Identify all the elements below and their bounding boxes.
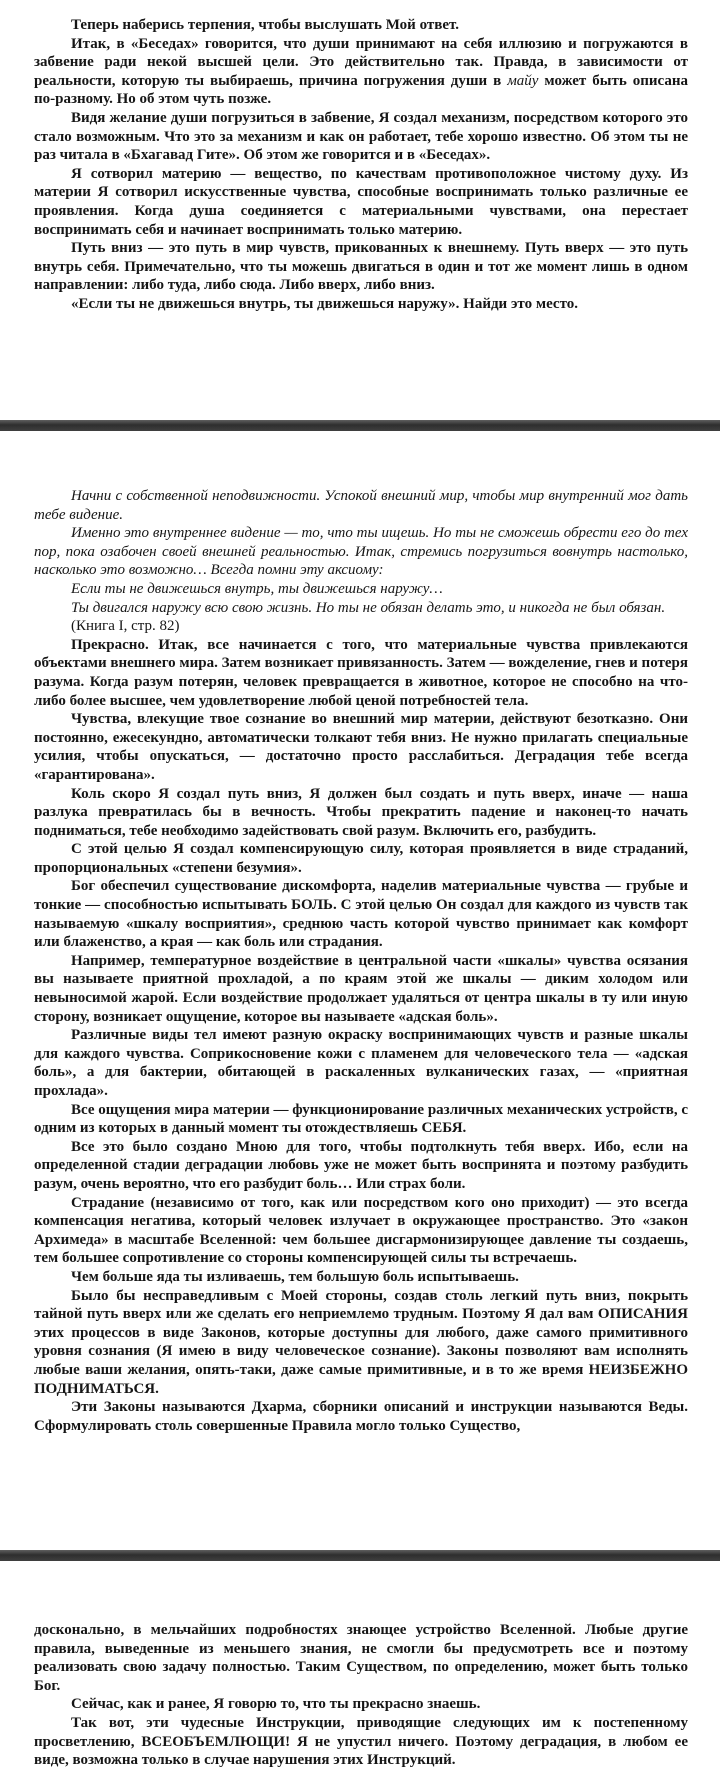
paragraph: С этой целью Я создал компенсирующую силу, которая проявляется в виде страданий, пропорциональных «степени безумия». [34, 841, 688, 876]
page-separator [0, 1550, 720, 1561]
paragraph: Бог обеспечил существование дискомфорта, наделив материальные чувства — грубые и тонкие — способностью испытывать БОЛЬ. С этой целью Он создал для каждого из чувств так называемую «шкалу восприятия», среднюю часть которой чувство принимает как комфорт или блаженство, а края — как боль или страдания. [34, 878, 688, 951]
paragraph: Прекрасно. Итак, все начинается с того, что материальные чувства привлекаются объектами внешнего мира. Затем возникает привязанность. Затем — вожделение, гнев и потеря разума. Когда разум потерян, человек превращается в животное, которое не способно на что-либо более высшее, чем удовлетворение любой ценой потребностей тела. [34, 636, 688, 709]
paragraph: Эти Законы называются Дхарма, сборники описаний и инструкции называются Веды. Сформулировать столь совершенные Правила могло только Существо, [34, 1399, 688, 1434]
paragraph: Путь вниз — это путь в мир чувств, прикованных к внешнему. Путь вверх — это путь внутрь себя. Примечательно, что ты можешь двигаться в один и тот же момент лишь в одном направлении: либо туда, либо сюда. Либо вверх, либо вниз. [34, 240, 688, 294]
paragraph [34, 35, 688, 109]
page-separator [0, 420, 720, 431]
paragraph: Видя желание души погрузиться в забвение, Я создал механизм, посредством которого это стало возможным. Что это за механизм и как он работает, тебе хорошо известно. Об этом ты не раз читала в «Бхагавад Гите». Об этом же говорится и в «Беседах». [34, 109, 688, 164]
quote-paragraph: Именно это внутреннее видение — то, что ты ищешь. Но ты не сможешь обрести его до тех пор, пока озабочен своей внешней реальностью. Итак, стремись погрузиться вовнутрь настолько, насколько это возможно… Всегда помни эту аксиому: [34, 525, 688, 579]
paragraph: Так вот, эти чудесные Инструкции, приводящие следующих им к постепенному просветлению, ВСЕОБЪЕМЛЮЩИ! Я не упустил ничего. Поэтому деградация, в любом ее виде, возможна только в случае нарушения этих Инструкций. [34, 1714, 688, 1769]
citation: (Книга I, стр. 82) [71, 618, 180, 635]
paragraph: Было бы несправедливым с Моей стороны, создав столь легкий путь вниз, покрыть тайной путь вверх или же сделать его неприемлемо трудным. Поэтому Я дал вам ОПИСАНИЯ этих процессов в виде Законов, которые доступны для любого, даже самого примитивного уровня сознания (Я имею в виду человеческое сознание). Законы позволяют вам исполнять любые ваши желания, опять-таки, даже самые примитивные, и в то же время НЕИЗБЕЖНО ПОДНИМАТЬСЯ. [34, 1287, 688, 1397]
paragraph: Все ощущения мира материи — функционирование различных механических устройств, с одним из которых в данный момент ты отождествляешь СЕБЯ. [34, 1101, 689, 1137]
quote-paragraph: Начни с собственной неподвижности. Успокой внешний мир, чтобы мир внутренний мог дать тебе видение. [34, 488, 688, 523]
paragraph: досконально, в мельчайших подробностях знающее устройство Вселенной. Любые другие правила, выведенные из меньшего знания, не смогли бы предусмотреть все и поэтому реализовать свою задачу полностью. Таким Существом, по определению, может быть только Бог. [34, 1622, 688, 1694]
paragraph: «Если ты не движешься внутрь, ты движешься наружу». Найди это место. [71, 295, 578, 312]
paragraph: Страдание (независимо от того, как или посредством кого оно приходит) — это всегда компенсация негатива, который человек излучает в окружающее пространство. Это «закон Архимеда» в масштабе Вселенной: чем большее дисгармонизирующее давление ты создаешь, тем большее сопротивление со стороны компенсирующей силы ты встречаешь. [34, 1194, 688, 1267]
paragraph: Все это было создано Мною для того, чтобы подтолкнуть тебя вверх. Ибо, если на определенной стадии деградации любовь уже не может быть воспринята и поэтому разбудить разум, очень вероятно, что его разбудит боль… Или страх боли. [34, 1138, 688, 1192]
paragraph: Различные виды тел имеют разную окраску воспринимающих чувств и разные шкалы для каждого чувства. Соприкосновение кожи с пламенем для человеческого тела — «адская боль», а для бактерии, обитающей в раскаленных вулканических газах, — «приятная прохлада». [34, 1027, 688, 1099]
paragraph: Теперь наберись терпения, чтобы выслушать Мой ответ. [71, 17, 459, 33]
text-run: Итак, в «Беседах» говорится, что души принимают на себя иллюзию и погружаются в забвение ради некой высшей цели. Это действительно так. Правда, в зависимости от реальности, которую ты выбираешь, причина погружения души в [34, 35, 688, 89]
paragraph: Например, температурное воздействие в центральной части «шкалы» чувства осязания вы называете приятной прохладой, а по краям этой же шкалы — диким холодом или невыносимой жарой. Если воздействие продолжает удаляться от центра шкалы в ту или иную сторону, возникает ощущение, которое вы называете «адская боль». [34, 952, 688, 1025]
paragraph: Коль скоро Я создал путь вниз, Я должен был создать и путь вверх, иначе — наша разлука превратилась бы в вечность. Чтобы прекратить падение и наконец-то начать подниматься, тебе необходимо задействовать свой разум. Включить его, разбудить. [34, 785, 688, 839]
paragraph: Чем больше яда ты изливаешь, тем большую боль испытываешь. [71, 1268, 519, 1285]
page-3 [34, 1621, 688, 1770]
text-run: может быть описана по-разному. Но об этом чуть позже. [34, 72, 688, 108]
paragraph: Я сотворил материю — вещество, по качествам противоположное чистому духу. Из материи Я сотворил искусственные чувства, способные воспринимать только различные ее проявления. Когда душа соединяется с материальными чувствами, она перестает воспринимать себя и начинает воспринимать только материю. [34, 165, 688, 238]
paragraph: Чувства, влекущие твое сознание во внешний мир материи, действуют безотказно. Они постоянно, ежесекундно, автоматически толкают тебя вниз. Не нужно прилагать специальные усилия, чтобы опускаться, — достаточно просто расслабиться. Деградация тебе всегда «гарантирована». [34, 711, 688, 783]
quote-paragraph: Ты двигался наружу всю свою жизнь. Но ты не обязан делать это, и никогда не был обязан. [71, 599, 666, 616]
emphasis-word: майу [507, 72, 539, 89]
quote-paragraph: Если ты не движешься внутрь, ты движешься наружу… [71, 580, 443, 597]
paragraph: Сейчас, как и ранее, Я говорю то, что ты прекрасно знаешь. [71, 1696, 481, 1713]
page-1 [34, 16, 688, 314]
page-2 [34, 487, 688, 1435]
